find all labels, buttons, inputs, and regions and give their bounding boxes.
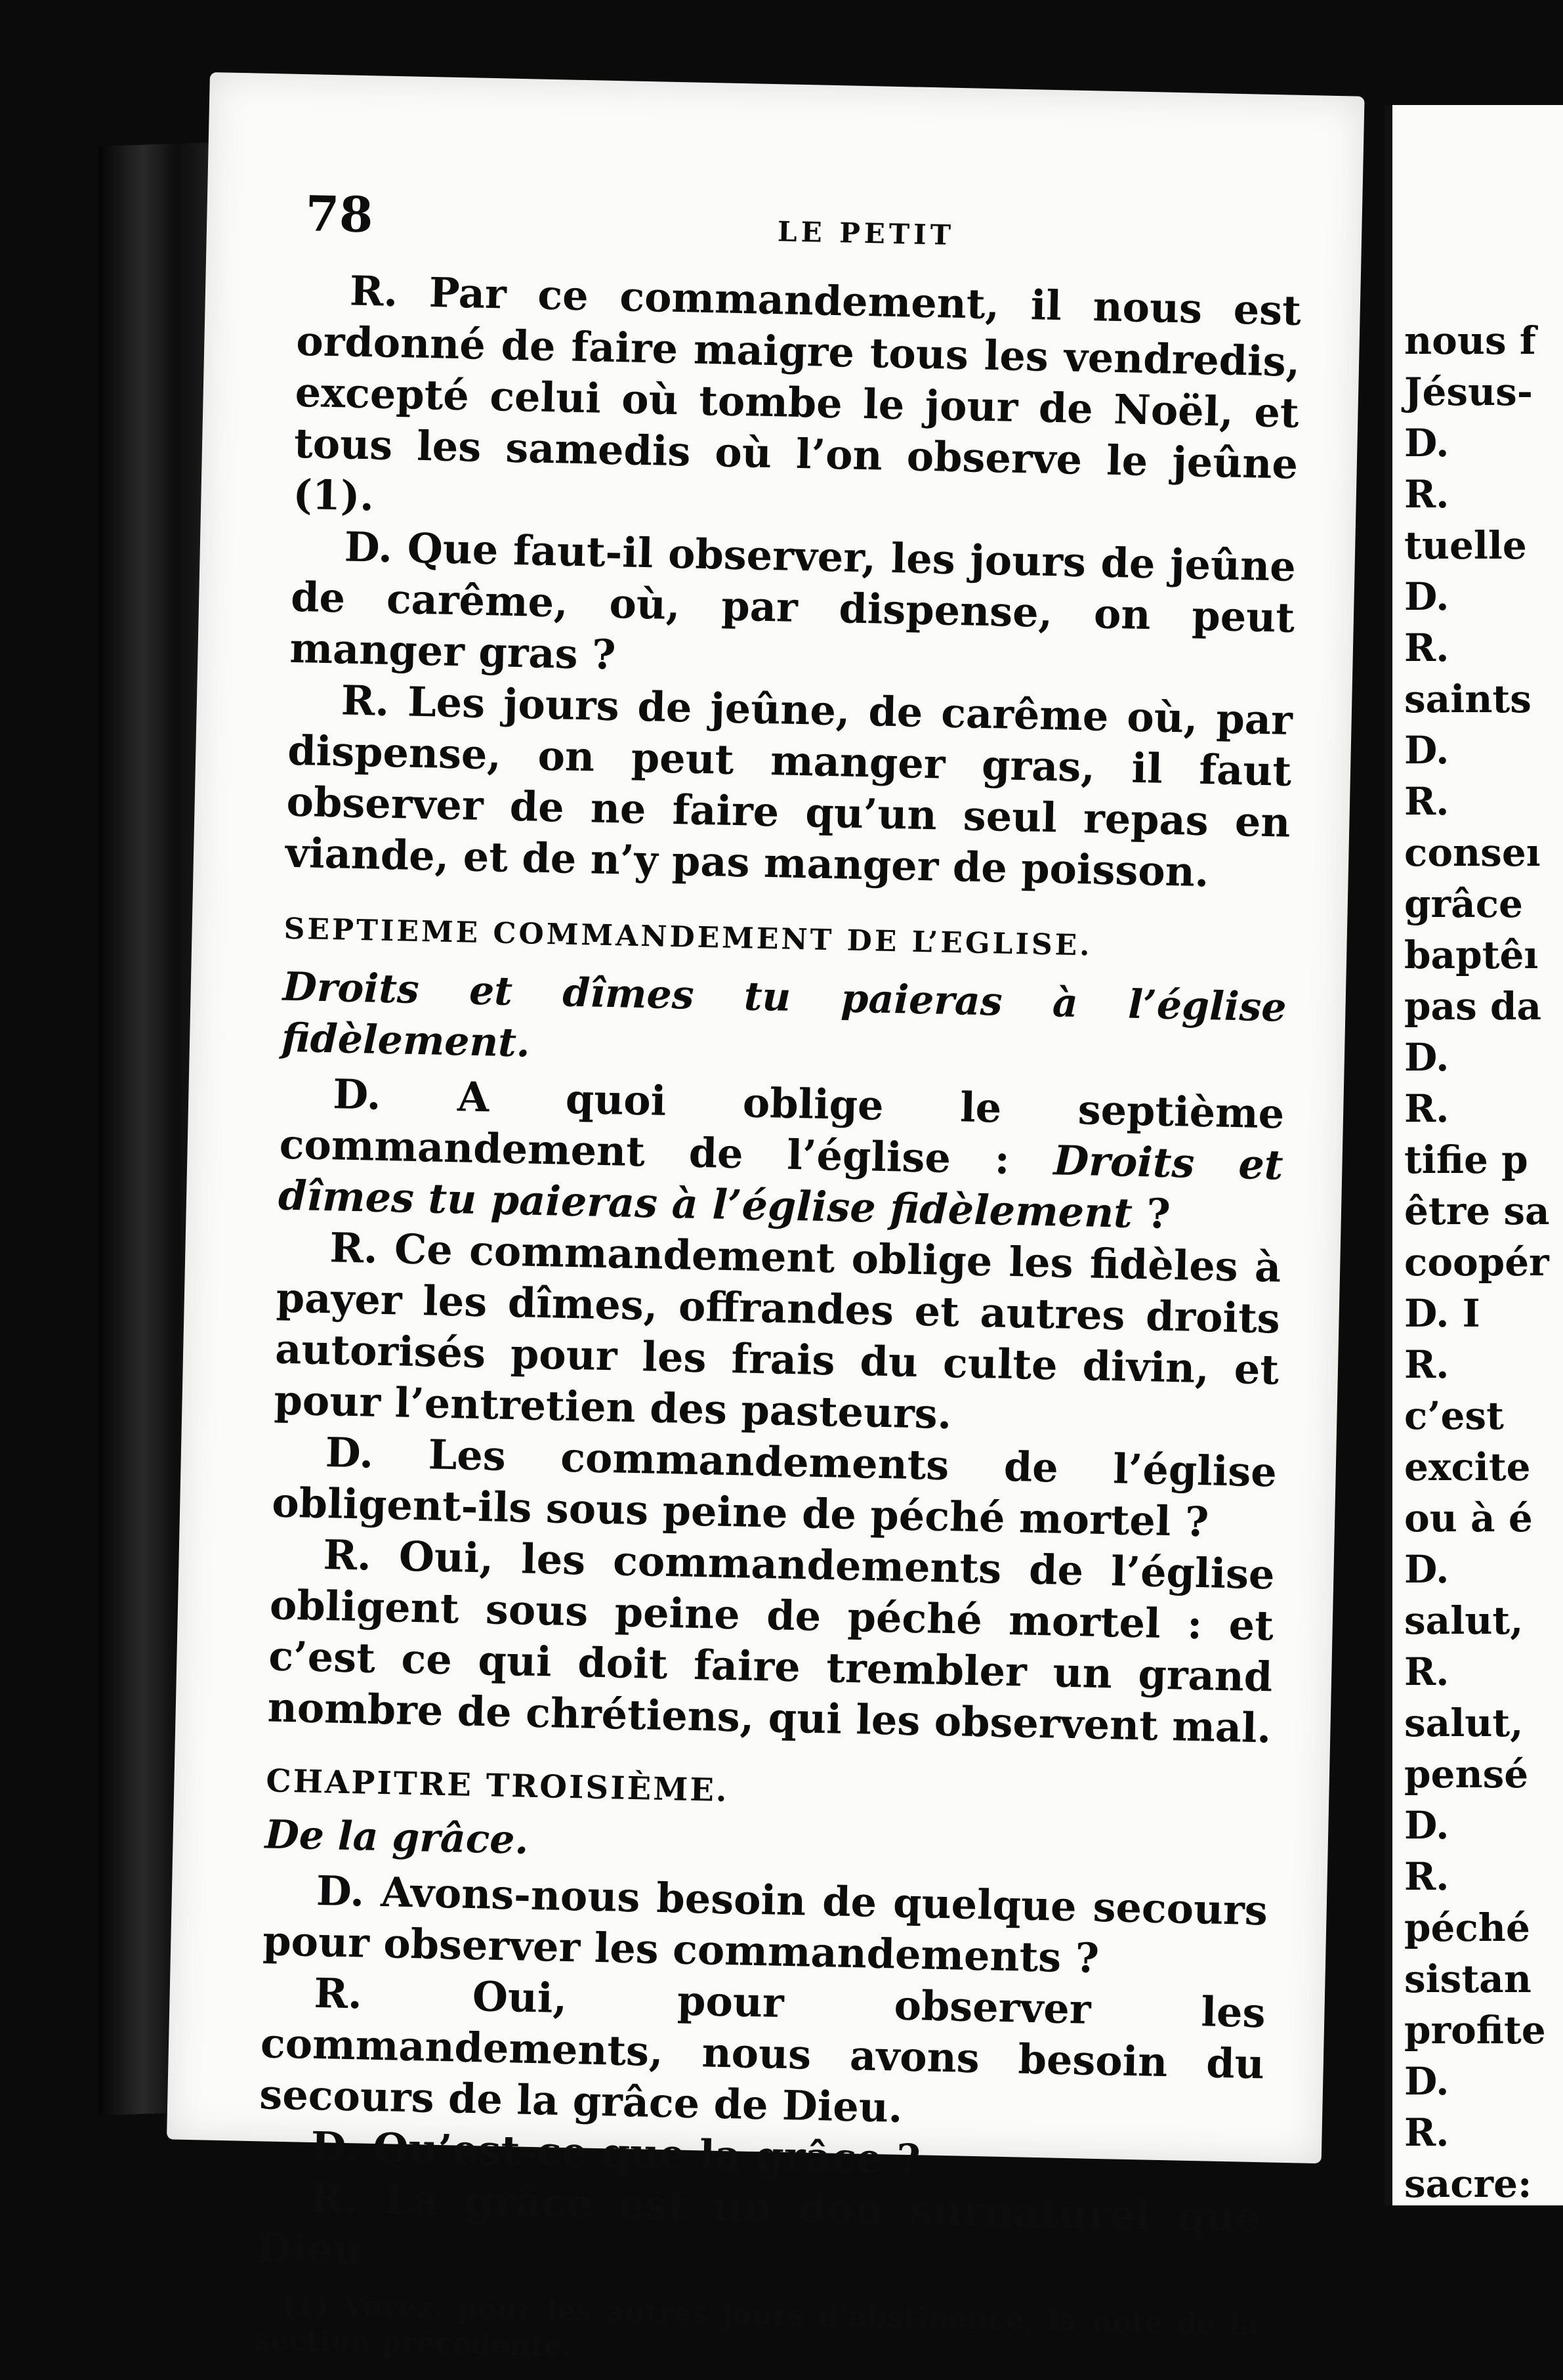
right-page-line: D. <box>1404 421 1449 465</box>
paragraph: R. Par ce commandement, il nous est ordonné de faire maigre tous les vendredis, excepté celui où tombe le jour de Noël, et tous les samedis où l’on observe le jeûne (1). <box>292 266 1302 521</box>
right-page-line: nous f <box>1404 318 1536 363</box>
paragraph: D. Les commandements de l’église obligent-ils sous peine de péché mortel ? <box>271 1428 1278 1546</box>
right-page-line: péché <box>1404 1905 1530 1950</box>
right-page-line: Jésus- <box>1404 370 1533 414</box>
right-page-line: profite <box>1404 2008 1546 2052</box>
right-page-line: baptêı <box>1404 933 1539 977</box>
left-page <box>167 72 1365 2364</box>
right-page-line: c’est <box>1404 1393 1504 1438</box>
question-mark: ? <box>1132 1189 1171 1239</box>
paragraph: D. Avons-nous besoin de quelque secours pour observer les commandements ? <box>262 1867 1268 1982</box>
right-page-line: ou à é <box>1404 1496 1533 1541</box>
right-page-line: saints <box>1404 677 1532 721</box>
question-italic-text: Droits et dîmes tu paieras à l’église fidèlement <box>278 1136 1284 1237</box>
right-page-line: R. <box>1404 1342 1449 1387</box>
running-head: LE PETIT <box>777 215 955 251</box>
right-page-line: excite <box>1404 1445 1531 1489</box>
page-number: 78 <box>304 186 374 244</box>
paragraph: R. Ce commandement oblige les fidèles à payer les dîmes, offrandes et autres droits autorisés pour les frais du culte divin, et pour l’entretien des pasteurs. <box>273 1223 1282 1439</box>
body-text <box>254 265 1301 2379</box>
right-page-line: coopér <box>1404 1240 1549 1285</box>
right-page-line: conseı <box>1404 830 1541 875</box>
paragraph: D. Que faut-il observer, les jours de jeûne de carême, où, par dispense, on peut manger gras ? <box>289 522 1297 679</box>
right-page-line: R. <box>1404 1649 1449 1694</box>
right-page-line: R. <box>1404 1854 1449 1899</box>
footnote: (1) Voyez, pour les autres jours d’abstinence, la note de la section précédente. <box>254 2288 1259 2364</box>
right-page-line: D. <box>1404 1035 1449 1080</box>
right-page-line: R. <box>1404 626 1449 670</box>
right-page-line: grâce <box>1404 882 1523 926</box>
paragraph: R. La grâce est un don surnaturel que Dieu <box>255 2173 1262 2274</box>
right-page-line: D. <box>1404 1547 1449 1592</box>
chapter-heading: CHAPITRE TROISIÈME. <box>265 1762 730 1810</box>
right-page-line: tuelle <box>1404 523 1527 568</box>
paragraph: D. Qu’est-ce que la grâce ? <box>310 2122 921 2184</box>
paragraph <box>278 1068 1285 1243</box>
section-subtitle: Droits et dîmes tu paieras à l’église fidèlement. <box>281 964 1287 1067</box>
right-page-line: R. <box>1404 2110 1449 2155</box>
right-page-line: D. <box>1404 2059 1449 2104</box>
question-text: D. A quoi oblige le septième commandement de l’église : <box>279 1070 1285 1183</box>
chapter-subtitle: De la grâce. <box>264 1812 530 1863</box>
section-heading: SEPTIEME COMMANDEMENT DE L’EGLISE. <box>283 912 1093 963</box>
right-page-line: être sa <box>1404 1189 1550 1233</box>
right-page-line: D. I <box>1404 1291 1480 1336</box>
right-page-line: pas da <box>1404 984 1542 1029</box>
right-page-line: D. <box>1404 1803 1449 1848</box>
right-page-line: salut, <box>1404 1701 1524 1745</box>
right-page <box>1385 105 1563 2205</box>
paragraph: R. Oui, pour observer les commandements, nous avons besoin du secours de la grâce de Dieu. <box>259 1968 1266 2132</box>
right-page-line: D. <box>1404 728 1449 773</box>
right-page-line: sistan <box>1404 1957 1532 2001</box>
paragraph: R. Oui, les commandements de l’église obligent sous peine de péché mortel : et c’est ce qui doit faire trembler un grand nombre de chrétiens, qui les observent mal. <box>267 1531 1276 1753</box>
right-page-line: D. <box>1404 574 1449 619</box>
paragraph: R. Les jours de jeûne, de carême où, par dispense, on peut manger gras, il faut observer de ne faire qu’un seul repas en viande, et de n’y pas manger de poisson. <box>285 676 1293 897</box>
right-page-line: R. <box>1404 472 1449 517</box>
right-page-line: tifie p <box>1404 1137 1528 1182</box>
right-page-text <box>1404 315 1550 2209</box>
right-page-line: pensé <box>1404 1752 1529 1796</box>
right-page-line: salut, <box>1404 1598 1524 1643</box>
right-page-line: R. <box>1404 779 1449 824</box>
right-page-line: sacre: <box>1404 2161 1532 2206</box>
right-page-line: R. <box>1404 1086 1449 1131</box>
